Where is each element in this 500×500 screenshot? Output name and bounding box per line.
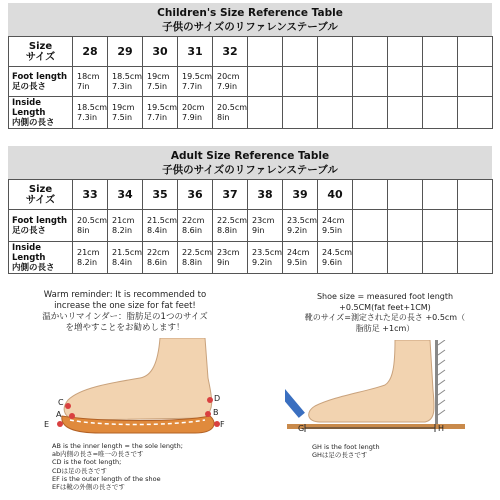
- adult-inside-cell: 24cm 9.5in: [283, 242, 318, 274]
- adult-table-title-en: Adult Size Reference Table: [170, 150, 330, 162]
- adult-foot-cell: 23cm 9in: [248, 210, 283, 242]
- child-inside-cell: [318, 97, 353, 129]
- child-foot-cell: 19cm 7.5in: [143, 67, 178, 97]
- adult-size-cell: [353, 180, 388, 210]
- adult-foot-cell: [458, 210, 493, 242]
- right-note-line3: 靴のサイズ=測定された足の長さ +0.5cm（: [304, 313, 466, 322]
- adult-foot-row: [9, 210, 493, 242]
- child-inside-cell: 20.5cm 8in: [213, 97, 248, 129]
- foot-measure-illustration: [285, 340, 485, 440]
- adult-inside-cell: 22cm 8.6in: [143, 242, 178, 274]
- adult-size-cell: 35: [143, 180, 178, 210]
- child-foot-cell: [248, 67, 283, 97]
- child-inside-cell: [283, 97, 318, 129]
- label-g: G: [298, 424, 305, 433]
- child-foot-cell: [423, 67, 458, 97]
- label-c: C: [58, 398, 64, 407]
- adult-size-cell: [388, 180, 423, 210]
- label-f: F: [220, 420, 225, 429]
- adult-foot-cell: 21.5cm 8.4in: [143, 210, 178, 242]
- adult-size-cell: 38: [248, 180, 283, 210]
- child-foot-cell: 20cm 7.9in: [213, 67, 248, 97]
- child-size-cell: [248, 37, 283, 67]
- adult-inside-cell: 21cm 8.2in: [73, 242, 108, 274]
- adult-foot-cell: [388, 210, 423, 242]
- child-foot-cell: [283, 67, 318, 97]
- child-table-title-jp: 子供のサイズのリファレンステーブル: [162, 21, 338, 33]
- adult-size-table: [8, 146, 492, 274]
- left-caption: AB is the inner length = the sole length; ab内側の長さ=唯一の長さです CD is the foot length; CDは足の長さです EF is the outer length of the shoe EFは靴の外側の長さです: [52, 442, 183, 492]
- adult-inside-cell: 21.5cm 8.4in: [108, 242, 143, 274]
- adult-foot-cell: [423, 210, 458, 242]
- child-size-cell: 29: [108, 37, 143, 67]
- child-size-cell: [283, 37, 318, 67]
- label-a: A: [56, 410, 62, 419]
- child-inside-label: Inside Length 内側の長さ: [9, 97, 73, 129]
- adult-inside-cell: 22.5cm 8.8in: [178, 242, 213, 274]
- adult-table-grid: [8, 179, 493, 274]
- child-size-cell: [423, 37, 458, 67]
- measurement-guide: [0, 290, 500, 500]
- adult-size-label: Size サイズ: [9, 180, 73, 210]
- child-size-cell: 32: [213, 37, 248, 67]
- adult-foot-cell: [353, 210, 388, 242]
- left-note: [0, 290, 250, 334]
- child-size-cell: 30: [143, 37, 178, 67]
- child-table-grid: [8, 36, 493, 129]
- child-size-cell: [388, 37, 423, 67]
- adult-foot-cell: 22cm 8.6in: [178, 210, 213, 242]
- child-size-cell: [318, 37, 353, 67]
- adult-inside-cell: [388, 242, 423, 274]
- adult-inside-cell: 23cm 9in: [213, 242, 248, 274]
- left-note-line1: Warm reminder: It is recommended to: [43, 290, 207, 300]
- child-inside-cell: 18.5cm 7.3in: [73, 97, 108, 129]
- label-b: B: [213, 408, 219, 417]
- adult-size-cell: 37: [213, 180, 248, 210]
- child-inside-cell: [388, 97, 423, 129]
- child-size-cell: [458, 37, 493, 67]
- left-note-line2: increase the one size for fat feet!: [54, 301, 196, 311]
- child-size-cell: 28: [73, 37, 108, 67]
- right-note-line1: Shoe size = measured foot length: [316, 292, 454, 301]
- child-table-title-en: Children's Size Reference Table: [157, 7, 343, 19]
- child-foot-cell: [353, 67, 388, 97]
- label-h: H: [438, 424, 445, 433]
- adult-foot-cell: 24cm 9.5in: [318, 210, 353, 242]
- adult-size-cell: 39: [283, 180, 318, 210]
- shoe-foot-illustration: [40, 338, 230, 438]
- adult-foot-cell: 23.5cm 9.2in: [283, 210, 318, 242]
- child-inside-cell: 19.5cm 7.7in: [143, 97, 178, 129]
- left-note-line3: 温かいリマインダー：脂肪足の1つのサイズ: [42, 312, 208, 322]
- child-foot-cell: 18cm 7in: [73, 67, 108, 97]
- child-size-label: Size サイズ: [9, 37, 73, 67]
- left-note-line4: を増やすことをお勧めします！: [65, 323, 185, 333]
- adult-size-cell: 40: [318, 180, 353, 210]
- adult-table-title-jp: 子供のサイズのリファレンステーブル: [162, 164, 338, 176]
- child-inside-cell: 20cm 7.9in: [178, 97, 213, 129]
- adult-foot-label: Foot length 足の長さ: [9, 210, 73, 242]
- right-note-line2: +0.5CM(fat feet+1CM): [339, 302, 431, 312]
- adult-table-header: [8, 146, 492, 179]
- adult-size-cell: [423, 180, 458, 210]
- child-inside-cell: [248, 97, 283, 129]
- adult-inside-cell: [458, 242, 493, 274]
- child-foot-cell: [458, 67, 493, 97]
- adult-inside-cell: [353, 242, 388, 274]
- adult-size-row: [9, 180, 493, 210]
- right-caption: GH is the foot length GHは足の長さです: [312, 443, 380, 460]
- adult-foot-cell: 21cm 8.2in: [108, 210, 143, 242]
- child-foot-cell: 19.5cm 7.7in: [178, 67, 213, 97]
- right-note-line4: 脂肪足 +1cm）: [355, 323, 415, 333]
- child-foot-row: [9, 67, 493, 97]
- child-inside-row: [9, 97, 493, 129]
- child-foot-cell: 18.5cm 7.3in: [108, 67, 143, 97]
- child-inside-cell: [458, 97, 493, 129]
- child-inside-cell: [423, 97, 458, 129]
- child-inside-cell: [353, 97, 388, 129]
- label-e: E: [44, 420, 50, 429]
- adult-size-cell: 33: [73, 180, 108, 210]
- label-d: D: [214, 394, 221, 403]
- child-size-cell: 31: [178, 37, 213, 67]
- child-table-header: [8, 3, 492, 36]
- adult-inside-cell: 23.5cm 9.2in: [248, 242, 283, 274]
- child-foot-cell: [388, 67, 423, 97]
- adult-size-cell: 36: [178, 180, 213, 210]
- adult-size-cell: 34: [108, 180, 143, 210]
- adult-inside-cell: 24.5cm 9.6in: [318, 242, 353, 274]
- adult-inside-label: Inside Length 内側の長さ: [9, 242, 73, 274]
- adult-inside-cell: [423, 242, 458, 274]
- adult-inside-row: [9, 242, 493, 274]
- child-size-table: [8, 3, 492, 129]
- adult-foot-cell: 20.5cm 8in: [73, 210, 108, 242]
- child-foot-label: Foot length 足の長さ: [9, 67, 73, 97]
- child-size-cell: [353, 37, 388, 67]
- child-size-row: [9, 37, 493, 67]
- child-inside-cell: 19cm 7.5in: [108, 97, 143, 129]
- adult-size-cell: [458, 180, 493, 210]
- right-note: [275, 292, 495, 334]
- child-foot-cell: [318, 67, 353, 97]
- adult-foot-cell: 22.5cm 8.8in: [213, 210, 248, 242]
